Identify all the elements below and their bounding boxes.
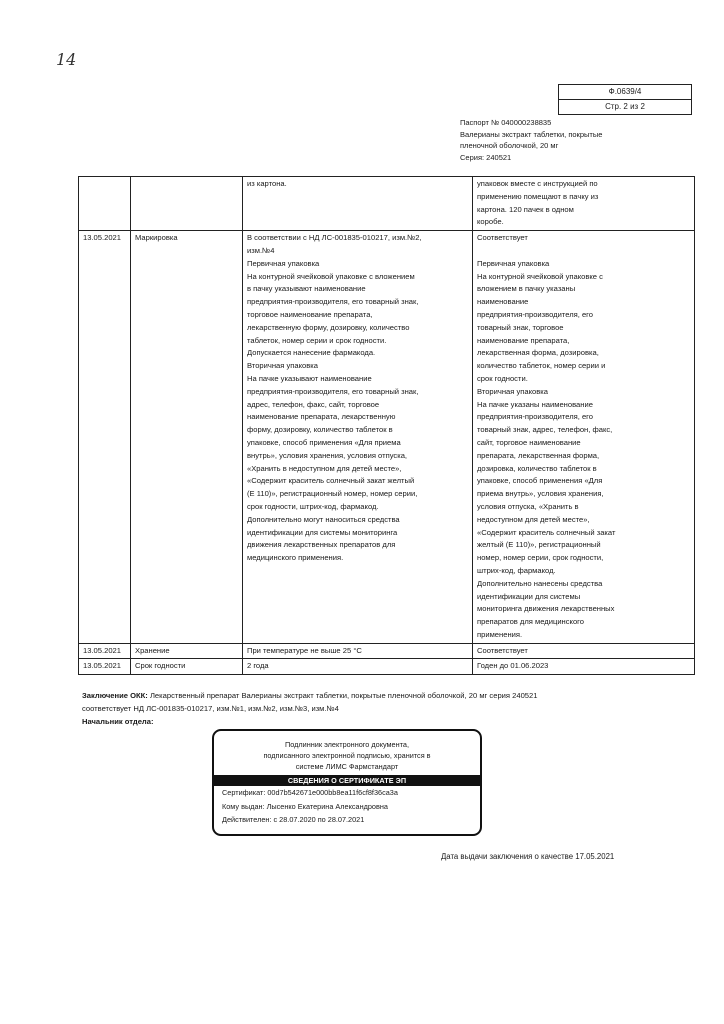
row-requirement <box>243 643 473 659</box>
page-counter: Стр. 2 из 2 <box>559 99 691 114</box>
conclusion-text-2: соответствует НД ЛС-001835-010217, изм.№1, изм.№2, изм.№3, изм.№4 <box>82 703 339 713</box>
result-line: применения. <box>477 629 523 639</box>
result-line: наименование препарата, <box>477 335 570 345</box>
stamp-certificate-header: СВЕДЕНИЯ О СЕРТИФИКАТЕ ЭП <box>214 775 480 786</box>
requirement-line: В соответствии с НД ЛС-001835-010217, изм.№2, <box>247 233 422 243</box>
row-date <box>79 177 131 231</box>
conclusion-label: Заключение ОКК: <box>82 691 148 700</box>
requirement-line: «Хранить в недоступном для детей месте», <box>247 463 402 473</box>
result-line: Дополнительно нанесены средства <box>477 578 603 588</box>
result-line: условия отпуска, «Хранить в <box>477 501 579 511</box>
form-code: Ф.0639/4 <box>608 87 642 96</box>
requirement-line: адрес, телефон, факс, сайт, торговое <box>247 399 380 409</box>
result-line: количество таблеток, номер серии и <box>477 361 606 371</box>
requirement-line: наименование препарата, лекарственную <box>247 412 396 422</box>
passport-block <box>460 117 660 163</box>
row-parameter: Хранение <box>131 643 243 659</box>
batch-number: Серия: 240521 <box>460 152 512 162</box>
requirement-line: таблеток, номер серии и срок годности. <box>247 335 387 345</box>
requirement-line: движения лекарственных препаратов для <box>247 540 396 550</box>
row-parameter: Срок годности <box>131 659 243 675</box>
stamp-line-3: системе ЛИМС Фармстандарт <box>295 762 399 771</box>
table-row <box>79 231 695 644</box>
result-line: наименование <box>477 297 529 307</box>
result-line: товарный знак, адрес, телефон, факс, <box>477 425 613 435</box>
requirement-line: предприятия-производителя, его товарный знак, <box>247 297 419 307</box>
requirement-line: «Содержит краситель солнечный закат желтый <box>247 476 415 486</box>
table-row <box>79 643 695 659</box>
result-line: Первичная упаковка <box>477 258 550 268</box>
row-result <box>473 659 695 675</box>
test-results-table <box>78 176 695 675</box>
department-head-label: Начальник отдела: <box>82 716 154 726</box>
result-line: Соответствует <box>477 233 528 243</box>
result-line: приема внутрь», условия хранения, <box>477 489 604 499</box>
row-date: 13.05.2021 <box>79 643 131 659</box>
result-line: срок годности. <box>477 373 528 383</box>
result-line <box>477 245 690 258</box>
requirement-line: идентификации для системы мониторинга <box>247 527 398 537</box>
row-result <box>473 177 695 231</box>
result-line: номер, номер серии, срок годности, <box>477 553 604 563</box>
row-date: 13.05.2021 <box>79 231 131 644</box>
row-requirement <box>243 659 473 675</box>
requirement-line: форму, дозировку, количество таблеток в <box>247 425 393 435</box>
result-line: штрих-код, фармакод. <box>477 565 556 575</box>
row-parameter: Маркировка <box>131 231 243 644</box>
result-line: коробе. <box>477 217 504 227</box>
result-line: Вторичная упаковка <box>477 386 548 396</box>
result-line: идентификации для системы <box>477 591 581 601</box>
issue-date: Дата выдачи заключения о качестве 17.05.2021 <box>441 852 615 861</box>
stamp-validity: Действителен: с 28.07.2020 по 28.07.2021 <box>222 815 365 824</box>
result-line: применению помещают в пачку из <box>477 191 599 201</box>
result-line: мониторинга движения лекарственных <box>477 604 615 614</box>
result-line: сайт, торговое наименование <box>477 437 581 447</box>
requirement-line: изм.№4 <box>247 245 275 255</box>
result-line: картона. 120 пачек в одном <box>477 204 574 214</box>
e-signature-stamp <box>212 729 482 836</box>
result-line: На контурной ячейковой упаковке с <box>477 271 603 281</box>
requirement-line: На контурной ячейковой упаковке с вложением <box>247 271 415 281</box>
requirement-line: (Е 110)», регистрационный номер, номер серии, <box>247 489 418 499</box>
requirement-line: в пачку указывают наименование <box>247 284 366 294</box>
result-line: препарата, лекарственная форма, <box>477 450 600 460</box>
row-requirement <box>243 177 473 231</box>
result-line: Годен до 01.06.2023 <box>477 661 549 671</box>
form-code-box <box>558 84 692 115</box>
handwritten-page-number: 14 <box>56 50 77 69</box>
result-line: На пачке указаны наименование <box>477 399 593 409</box>
result-line: «Содержит краситель солнечный закат <box>477 527 616 537</box>
result-line: недоступном для детей месте», <box>477 514 590 524</box>
requirement-line: 2 года <box>247 661 269 671</box>
result-line: лекарственная форма, дозировка, <box>477 348 599 358</box>
requirement-line: Допускается нанесение фармакода. <box>247 348 376 358</box>
result-line: вложением в пачку указаны <box>477 284 576 294</box>
row-parameter <box>131 177 243 231</box>
requirement-line: предприятия-производителя, его товарный знак, <box>247 386 419 396</box>
requirement-line: Первичная упаковка <box>247 258 320 268</box>
result-line: дозировка, количество таблеток в <box>477 463 597 473</box>
requirement-line: торговое наименование препарата, <box>247 309 373 319</box>
stamp-line-1: Подлинник электронного документа, <box>284 740 409 749</box>
requirement-line: Дополнительно могут наноситься средства <box>247 514 400 524</box>
product-name-line1: Валерианы экстракт таблетки, покрытые <box>460 129 603 139</box>
conclusion-text: Лекарственный препарат Валерианы экстракт таблетки, покрытые пленочной оболочкой, 20 мг серия 240521 <box>147 691 538 700</box>
requirement-line: из картона. <box>247 179 287 188</box>
requirement-line: внутрь», условия хранения, условия отпуска, <box>247 450 408 460</box>
product-name-line2: пленочной оболочкой, 20 мг <box>460 141 559 150</box>
result-line: упаковке, способ применения «Для <box>477 476 603 486</box>
result-line: упаковок вместе с инструкцией по <box>477 179 598 188</box>
table-row <box>79 659 695 675</box>
row-date: 13.05.2021 <box>79 659 131 675</box>
requirement-line: При температуре не выше 25 °С <box>247 645 362 655</box>
requirement-line: срок годности, штрих-код, фармакод. <box>247 501 379 511</box>
result-line: предприятия-производителя, его <box>477 412 594 422</box>
stamp-line-2: подписанного электронной подписью, хранится в <box>263 751 431 760</box>
result-line: препаратов для медицинского <box>477 617 585 627</box>
requirement-line: упаковке, способ применения «Для приема <box>247 437 401 447</box>
row-result <box>473 231 695 644</box>
result-line: предприятия-производителя, его <box>477 309 594 319</box>
result-line: Соответствует <box>477 645 528 655</box>
requirement-line: медицинского применения. <box>247 553 344 563</box>
conclusion-block <box>82 690 682 728</box>
passport-number: Паспорт № 040000238835 <box>460 118 552 127</box>
table-row <box>79 177 695 231</box>
result-line: товарный знак, торговое <box>477 322 564 332</box>
stamp-owner: Кому выдан: Лысенко Екатерина Александровна <box>222 801 388 811</box>
result-line: желтый (Е 110)», регистрационный <box>477 540 601 550</box>
requirement-line: На пачке указывают наименование <box>247 373 372 383</box>
requirement-line: лекарственную форму, дозировку, количество <box>247 322 410 332</box>
row-requirement <box>243 231 473 644</box>
row-result <box>473 643 695 659</box>
stamp-certificate: Сертификат: 00d7b542671e000bb8ea11f6cf8f36ca3a <box>222 788 398 797</box>
requirement-line: Вторичная упаковка <box>247 361 318 371</box>
